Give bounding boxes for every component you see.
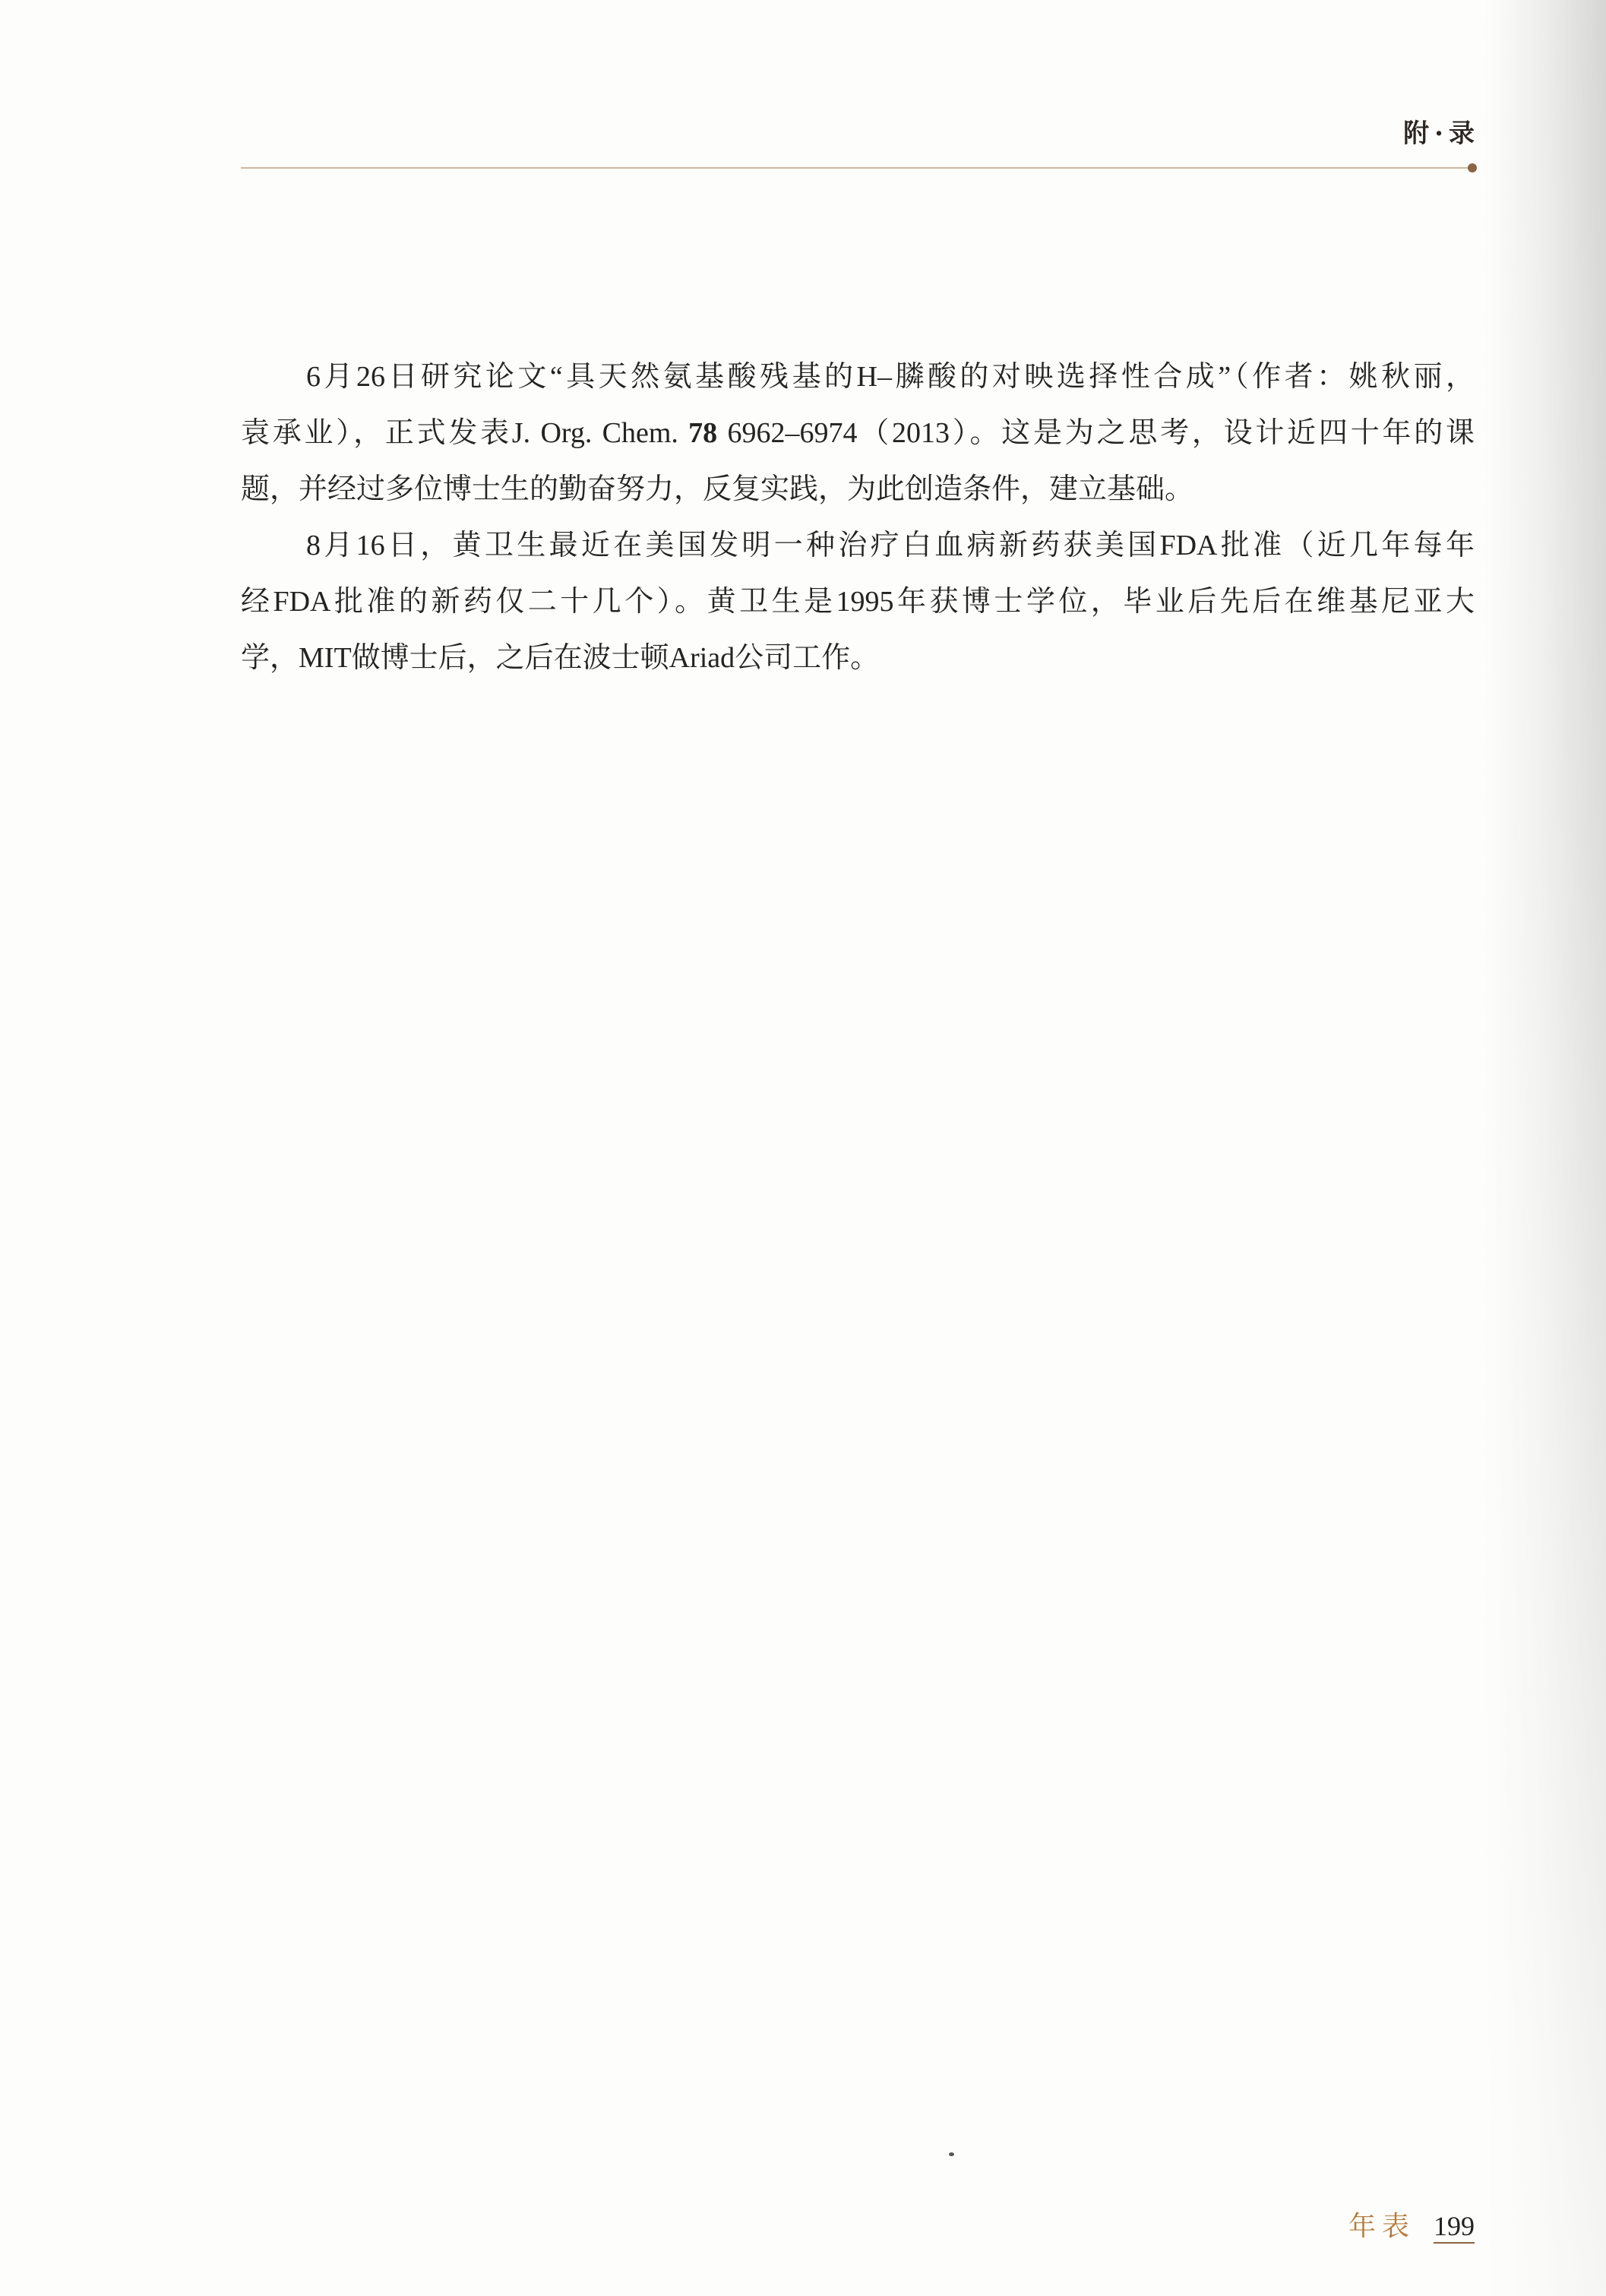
page-edge-shadow <box>1484 0 1606 2296</box>
header-rule-dot <box>1468 163 1477 172</box>
footer-section-label: 年表 <box>1348 2211 1415 2242</box>
page-footer <box>1348 2210 1475 2244</box>
text-line <box>241 405 1475 461</box>
text-line: 经FDA批准的新药仅二十几个）。黄卫生是1995年获博士学位，毕业后先后在维基尼亚大 <box>241 586 1475 618</box>
body-text <box>241 349 1475 686</box>
text-run: 袁承业），正式发表J. Org. Chem. <box>241 417 689 449</box>
text-run: 6962–6974（2013）。这是为之思考，设计近四十年的课 <box>717 417 1475 449</box>
header-rule <box>241 167 1472 169</box>
text-line: 题，并经过多位博士生的勤奋努力，反复实践，为此创造条件，建立基础。 <box>241 473 1194 505</box>
scan-speck <box>949 2152 954 2156</box>
text-line: 8月16日，黄卫生最近在美国发明一种治疗白血病新药获美国FDA批准（近几年每年 <box>306 530 1475 561</box>
section-title: 附·录 <box>1403 119 1480 149</box>
text-line: 学，MIT做博士后，之后在波士顿Ariad公司工作。 <box>241 642 880 674</box>
paragraph <box>241 349 1475 517</box>
journal-volume: 78 <box>688 417 718 449</box>
text-line: 6月26日研究论文“具天然氨基酸残基的H–膦酸的对映选择性合成”（作者：姚秋丽， <box>306 361 1475 393</box>
paragraph <box>241 517 1475 686</box>
page-number: 199 <box>1434 2211 1475 2244</box>
